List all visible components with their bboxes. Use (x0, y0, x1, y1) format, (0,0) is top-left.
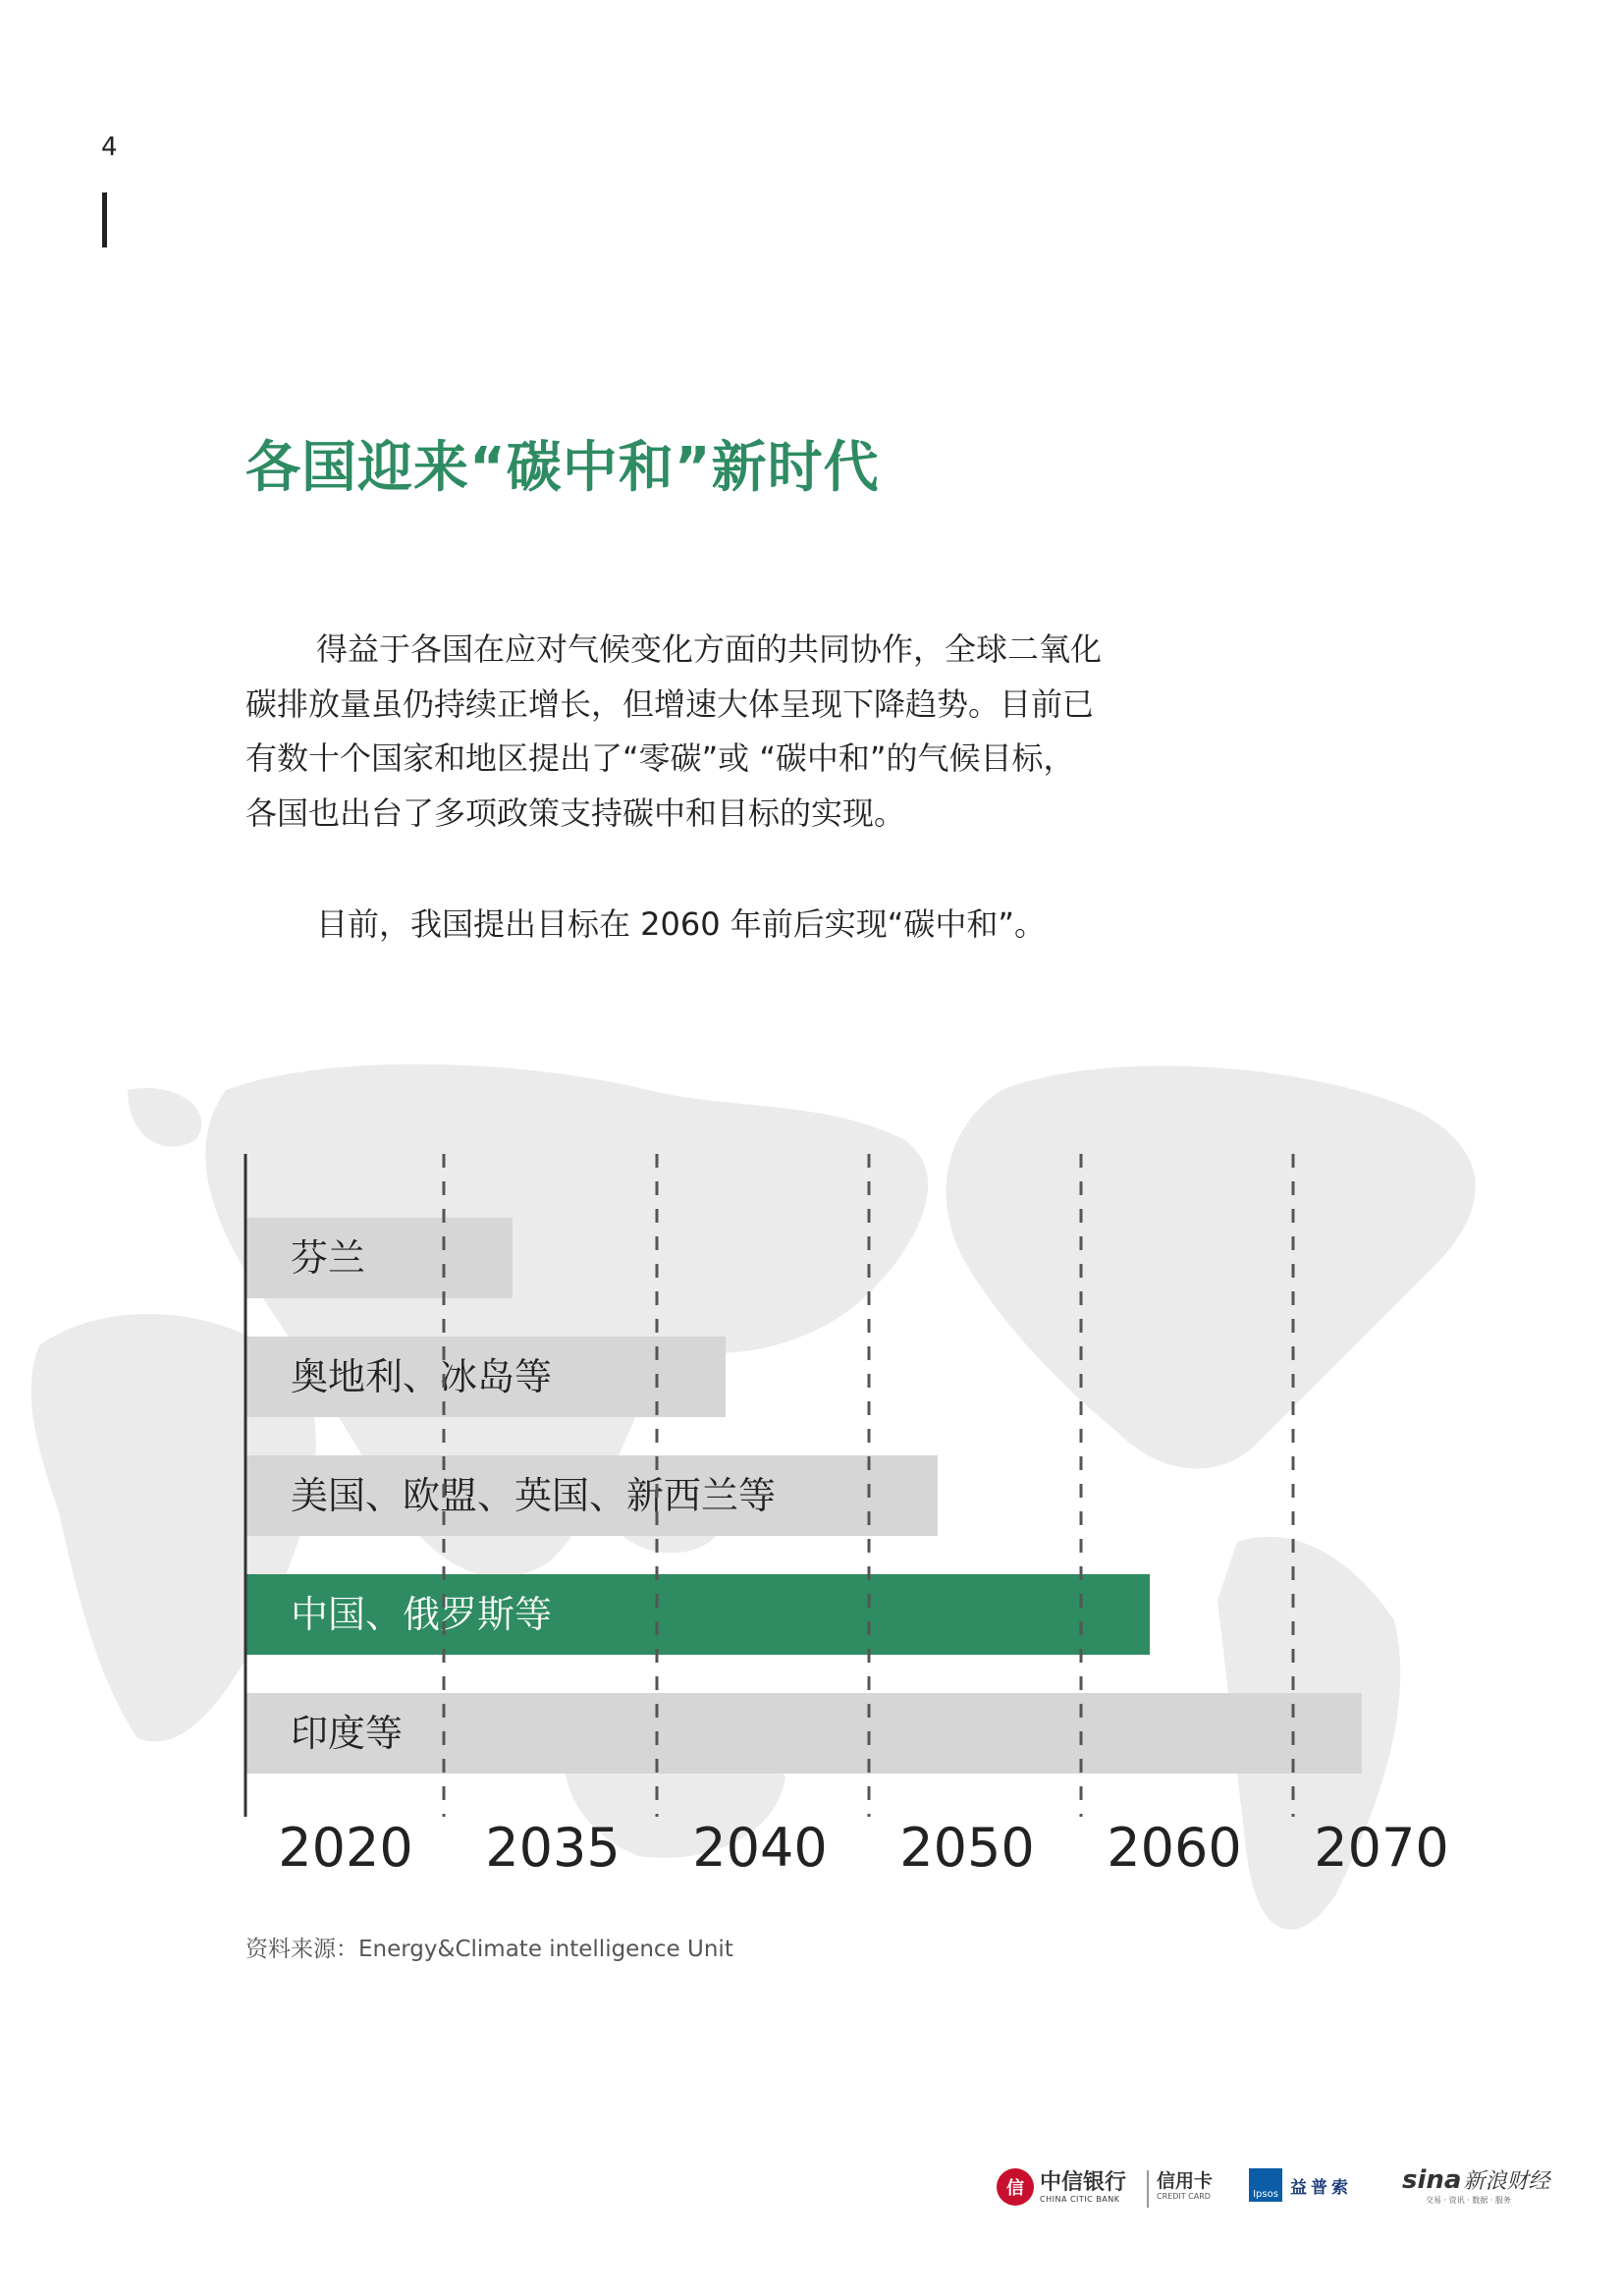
credit-card-cn: 信用卡 (1157, 2170, 1214, 2192)
page-number: 4 (101, 133, 118, 162)
x-tick-label: 2070 (1314, 1817, 1449, 1879)
sina-wordmark: sina (1402, 2165, 1462, 2195)
bar-label: 中国、俄罗斯等 (291, 1593, 553, 1636)
section-title: 各国迎来“碳中和”新时代 (245, 436, 880, 500)
intro-line: 碳排放量虽仍持续正增长，但增速大体呈现下降趋势。目前已 (245, 684, 1095, 723)
citic-bank-name: 中信银行 (1040, 2169, 1127, 2195)
bar (245, 1218, 513, 1298)
bar (245, 1693, 1362, 1774)
ipsos-emblem-icon: Ipsos (1249, 2168, 1282, 2202)
citic-emblem-icon: 信 (997, 2168, 1034, 2206)
sina-tagline: 交易 · 资讯 · 数据 · 服务 (1426, 2196, 1511, 2205)
intro-line: 各国也出台了多项政策支持碳中和目标的实现。 (245, 793, 906, 832)
china-target-line: 目前，我国提出目标在 2060 年前后实现“碳中和”。 (316, 905, 1046, 943)
logo-divider (1147, 2170, 1149, 2208)
credit-card-en: CREDIT CARD (1157, 2192, 1211, 2201)
intro-line: 得益于各国在应对气候变化方面的共同协作，全球二氧化 (316, 630, 1103, 668)
x-tick-label: 2060 (1107, 1817, 1242, 1879)
sina-finance-logo (1402, 2164, 1549, 2206)
ipsos-name: 益普索 (1290, 2177, 1352, 2198)
bar-label: 美国、欧盟、英国、新西兰等 (291, 1474, 777, 1517)
x-tick-label: 2020 (278, 1817, 413, 1879)
sina-finance-name: 新浪财经 (1463, 2169, 1550, 2194)
intro-line: 有数十个国家和地区提出了“零碳”或 “碳中和”的气候目标， (245, 739, 1075, 777)
bar-label: 芬兰 (291, 1236, 366, 1280)
ipsos-logo (1249, 2168, 1352, 2202)
bar-label: 奥地利、冰岛等 (291, 1355, 553, 1398)
bar-label: 印度等 (291, 1712, 404, 1755)
x-tick-label: 2035 (485, 1817, 621, 1879)
credit-card-label (1157, 2170, 1213, 2201)
x-tick-label: 2040 (692, 1817, 828, 1879)
x-tick-label: 2050 (899, 1817, 1035, 1879)
citic-bank-logo (997, 2168, 1126, 2206)
citic-bank-name-en: CHINA CITIC BANK (1040, 2194, 1120, 2204)
footer-logos (992, 2160, 1581, 2229)
source-note: 资料来源：Energy&Climate intelligence Unit (245, 1937, 733, 1962)
